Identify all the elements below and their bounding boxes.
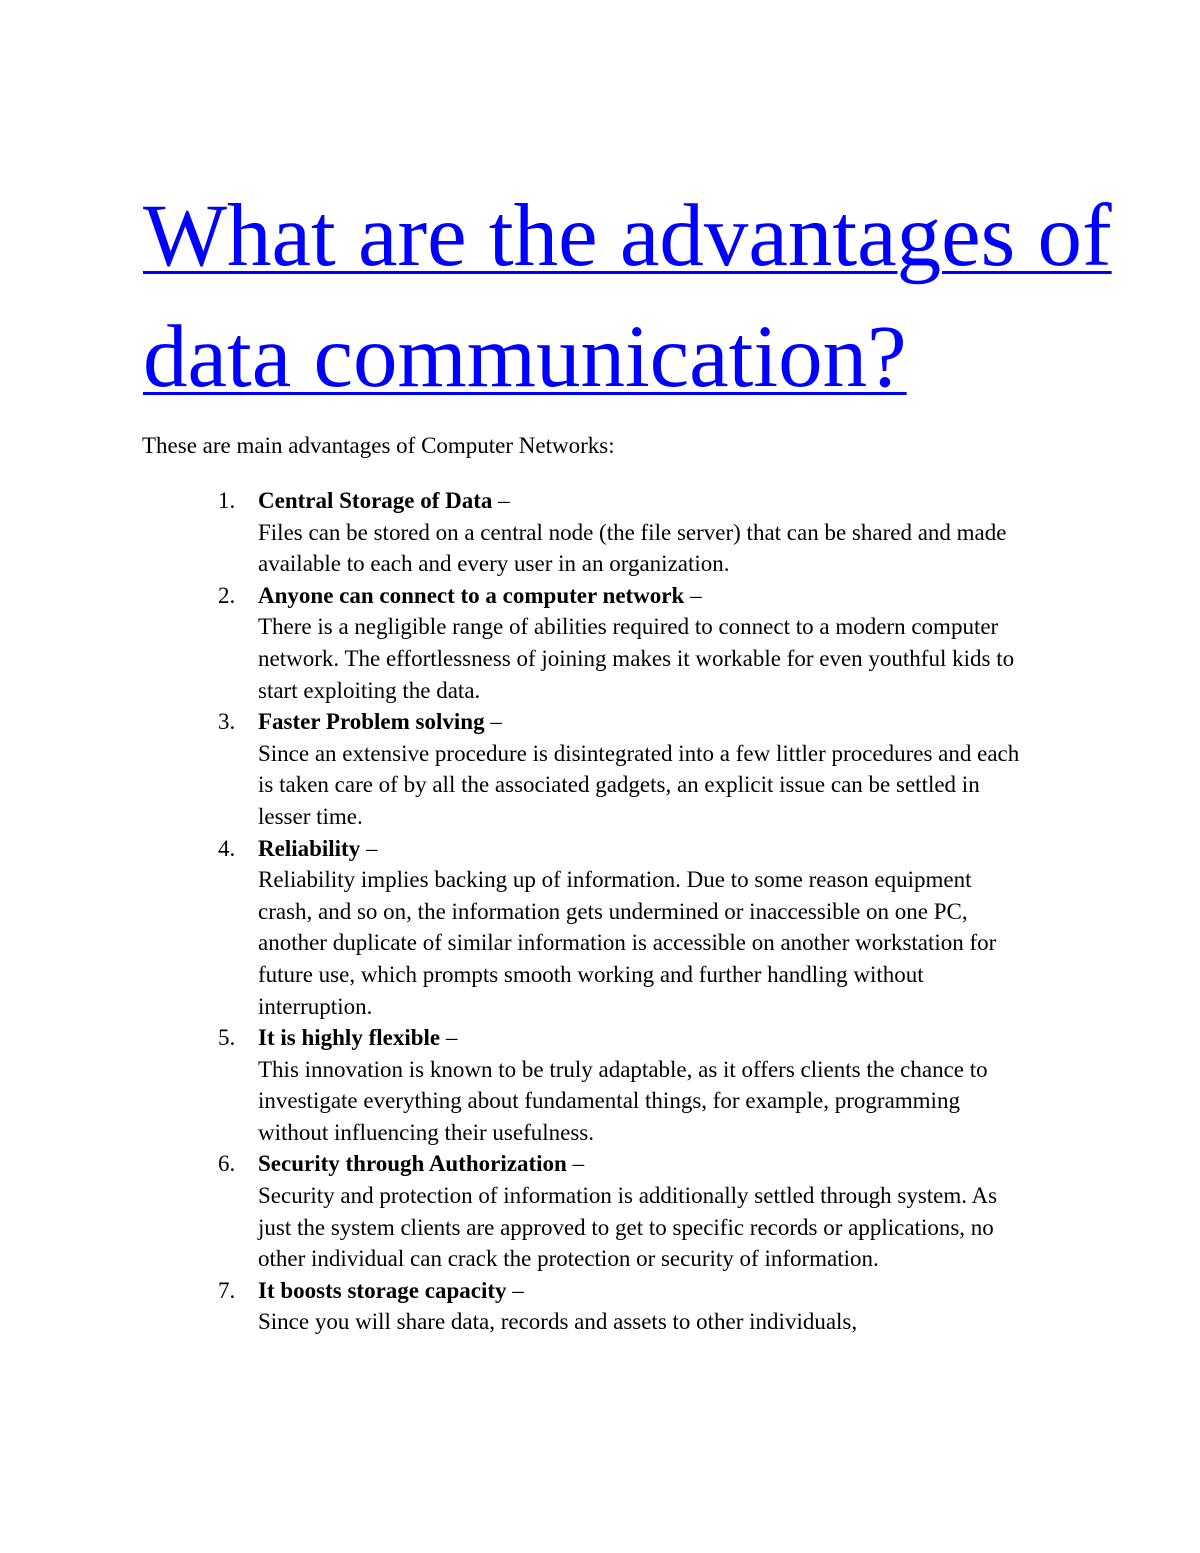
list-item (200, 833, 1020, 1023)
list-item-number: 2. (218, 582, 236, 608)
list-item (200, 706, 1020, 832)
list-item-number: 4. (218, 835, 236, 861)
dash-separator: – (360, 835, 378, 861)
list-item-description: There is a negligible range of abilities required to connect to a modern computer network. The effortlessness of joining makes it workable for even youthful kids to start exploiting the data. (258, 614, 1015, 703)
dash-separator: – (684, 582, 702, 608)
list-item (200, 485, 1020, 580)
list-item-number: 6. (218, 1151, 236, 1177)
intro-paragraph: These are main advantages of Computer Networks: (142, 433, 615, 458)
dash-separator: – (566, 1151, 585, 1177)
list-item-description: Files can be stored on a central node (the file server) that can be shared and made available to each and every user in an organization. (258, 519, 1007, 577)
list-item-heading: Central Storage of Data (258, 488, 493, 513)
list-item-description: Since you will share data, records and assets to other individuals, (258, 1309, 858, 1335)
list-item (200, 580, 1020, 706)
list-item (200, 1148, 1020, 1274)
list-item-description: This innovation is known to be truly adaptable, as it offers clients the chance to investigate everything about fundamental things, for example, programming without influencing their usefulness. (258, 1056, 988, 1145)
dash-separator: – (484, 709, 502, 735)
list-item-number: 5. (218, 1025, 236, 1051)
list-item-description: Reliability implies backing up of information. Due to some reason equipment crash, and so on, the information gets undermined or inaccessible on one PC, another duplicate of similar information is accessible on another workstation for future use, which prompts smooth working and further handling without interruption. (258, 867, 997, 1019)
list-item-heading: Anyone can connect to a computer network (258, 582, 685, 608)
list-item-heading: It is highly flexible (258, 1025, 441, 1051)
list-item-description: Since an extensive procedure is disintegrated into a few littler procedures and each is taken care of by all the associated gadgets, an explicit issue can be settled in lesser time. (258, 740, 1020, 829)
advantages-list (200, 485, 1020, 1338)
page-title-link[interactable]: What are the advantages of data communication? (143, 187, 1112, 406)
list-item-number: 7. (218, 1277, 236, 1303)
list-item-heading: Security through Authorization (258, 1151, 567, 1177)
list-item-heading: Reliability (258, 835, 361, 861)
dash-separator: – (492, 488, 510, 513)
list-item (200, 1275, 1020, 1338)
dash-separator: – (440, 1025, 458, 1051)
dash-separator: – (506, 1277, 524, 1303)
list-item-heading: Faster Problem solving (258, 709, 485, 735)
list-item-heading: It boosts storage capacity (258, 1277, 507, 1303)
list-item-number: 3. (218, 709, 236, 735)
list-item (200, 1022, 1020, 1148)
list-item-description: Security and protection of information is additionally settled through system. As just the system clients are approved to get to specific records or applications, no other individual can crack the protection or security of information. (258, 1183, 998, 1272)
list-item-number: 1. (218, 488, 236, 513)
